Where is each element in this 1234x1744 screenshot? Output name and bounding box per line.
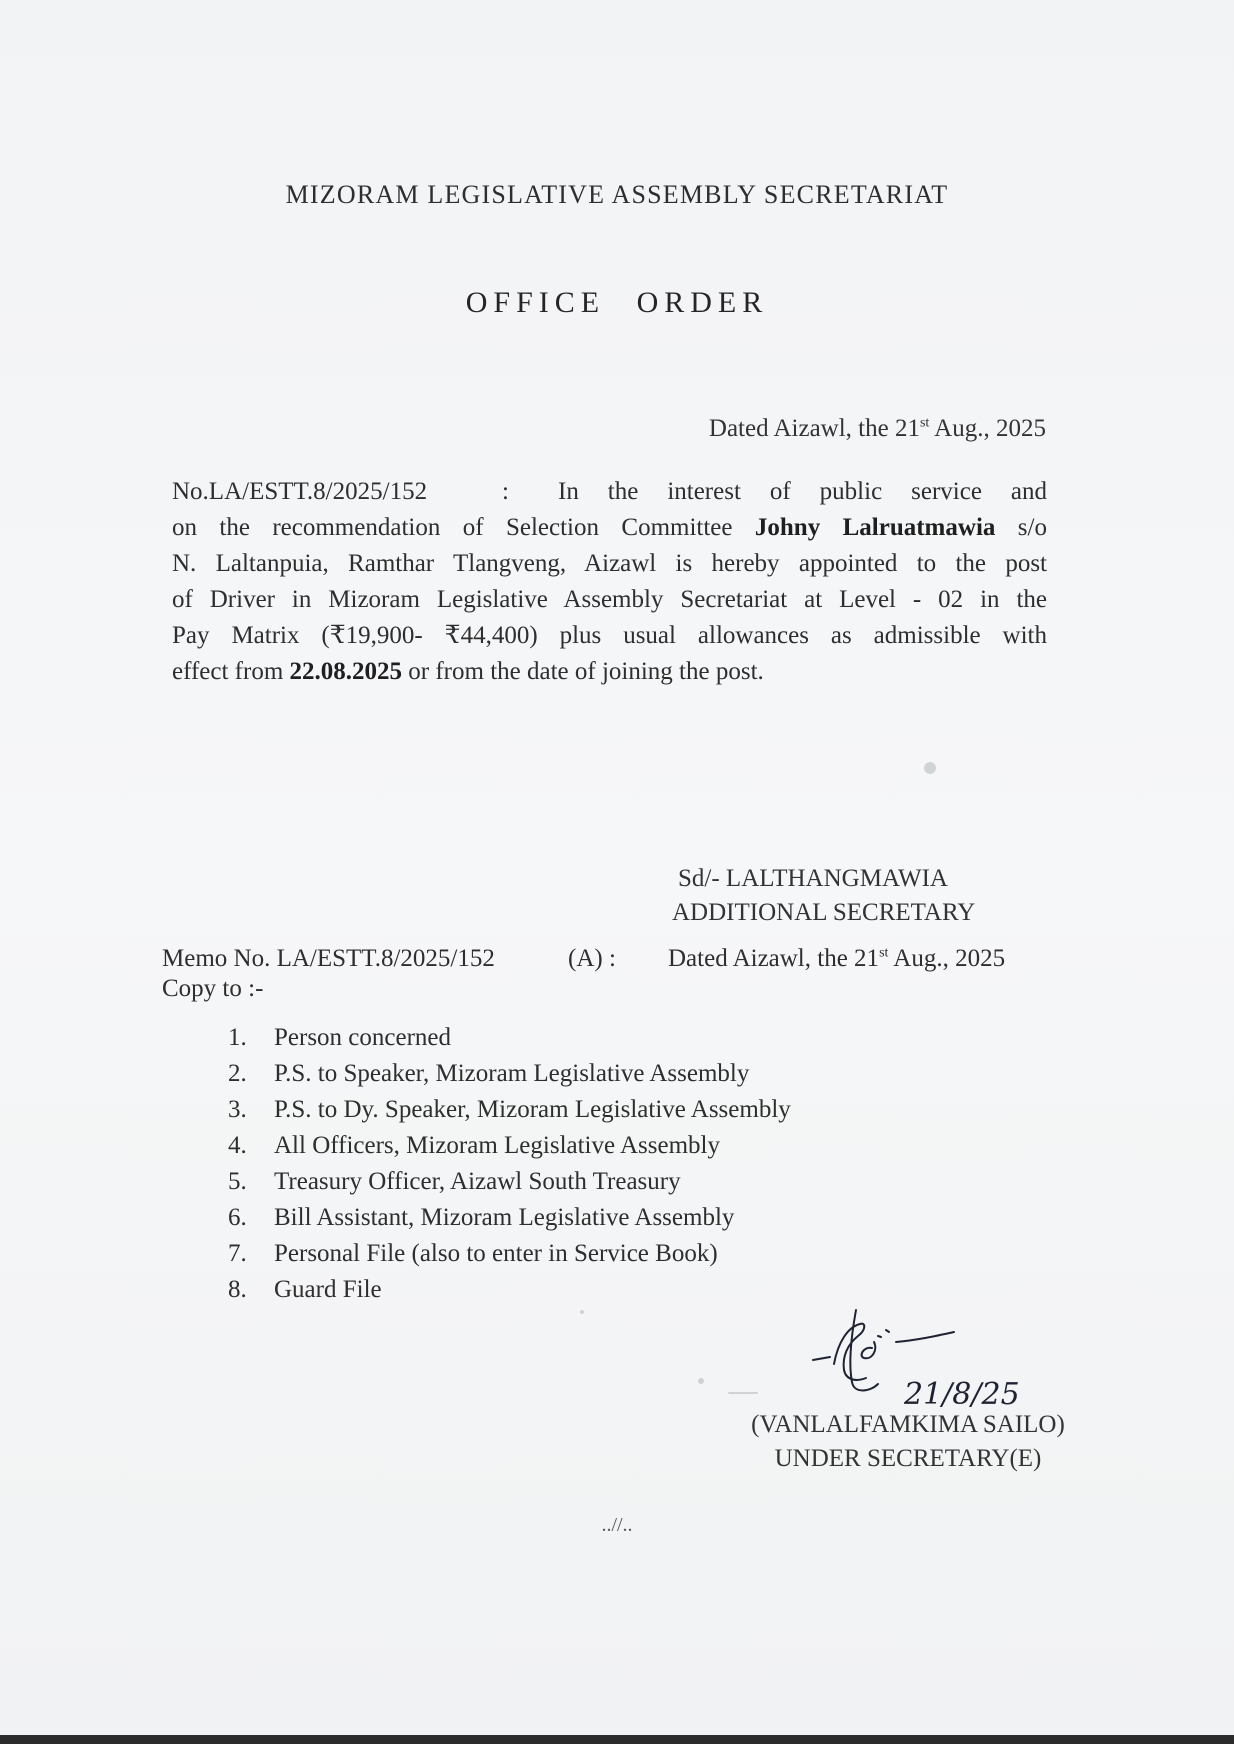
order-line-5: Pay Matrix (₹19,900- ₹44,400) plus usual allowances as admissible with — [172, 622, 1047, 649]
appointee-name: Johny Lalruatmawia — [754, 514, 996, 541]
handwritten-signature — [808, 1302, 1048, 1422]
additional-secretary-block — [672, 862, 975, 930]
order-line-4: of Driver in Mizoram Legislative Assembly Secretariat at Level - 02 in the — [172, 586, 1047, 613]
recipient-item: 2. P.S. to Speaker, Mizoram Legislative Assembly — [228, 1060, 750, 1087]
order-line-1: No.LA/ESTT.8/2025/152 : In the interest of public service and — [172, 474, 1047, 510]
scan-speck — [698, 1378, 704, 1384]
scan-speck — [924, 762, 936, 774]
signatory-designation: ADDITIONAL SECRETARY — [672, 899, 976, 926]
page-continuation: ..//.. — [601, 1514, 633, 1536]
recipient-list — [228, 1020, 791, 1308]
recipient-item: 1. Person concerned — [228, 1024, 452, 1051]
order-line-2: on the recommendation of Selection Committee Johny Lalruatmawia s/o — [172, 514, 1047, 541]
copy-to-label: Copy to :- — [162, 975, 264, 1002]
under-secretary-name: (VANLALFAMKIMA SAILO) — [751, 1411, 1065, 1438]
effective-date: 22.08.2025 — [289, 658, 403, 685]
scan-bottom-edge — [0, 1735, 1234, 1744]
order-date: Dated Aizawl, the 21st Aug., 2025 — [708, 415, 1046, 442]
document-title: OFFICE ORDER — [465, 286, 769, 319]
recipient-item: 5. Treasury Officer, Aizawl South Treasury — [228, 1168, 681, 1195]
memo-number: Memo No. LA/ESTT.8/2025/152 — [162, 945, 495, 972]
order-colon: : — [502, 478, 509, 505]
order-line-3: N. Laltanpuia, Ramthar Tlangveng, Aizawl is hereby appointed to the post — [172, 550, 1047, 577]
under-secretary-designation: UNDER SECRETARY(E) — [774, 1445, 1042, 1472]
scan-speck — [580, 1310, 584, 1314]
recipient-item: 3. P.S. to Dy. Speaker, Mizoram Legislative Assembly — [228, 1096, 791, 1123]
recipient-item: 8. Guard File — [228, 1276, 382, 1303]
order-number: No.LA/ESTT.8/2025/152 — [172, 478, 428, 505]
memo-suffix: (A) : — [568, 945, 616, 972]
under-secretary-block — [728, 1408, 1088, 1476]
sd-line: Sd/- LALTHANGMAWIA — [678, 865, 948, 892]
recipient-item: 4. All Officers, Mizoram Legislative Assembly — [228, 1132, 720, 1159]
order-body — [172, 474, 1047, 690]
organisation-heading: MIZORAM LEGISLATIVE ASSEMBLY SECRETARIAT — [285, 180, 949, 209]
recipient-item: 6. Bill Assistant, Mizoram Legislative Assembly — [228, 1204, 735, 1231]
memo-date: Dated Aizawl, the 21st Aug., 2025 — [668, 945, 1006, 972]
recipient-item: 7. Personal File (also to enter in Service Book) — [228, 1240, 718, 1267]
scan-speck — [728, 1392, 758, 1394]
order-line-6: effect from 22.08.2025 or from the date of joining the post. — [172, 658, 764, 685]
signature-date: 21/8/25 — [904, 1377, 1020, 1412]
